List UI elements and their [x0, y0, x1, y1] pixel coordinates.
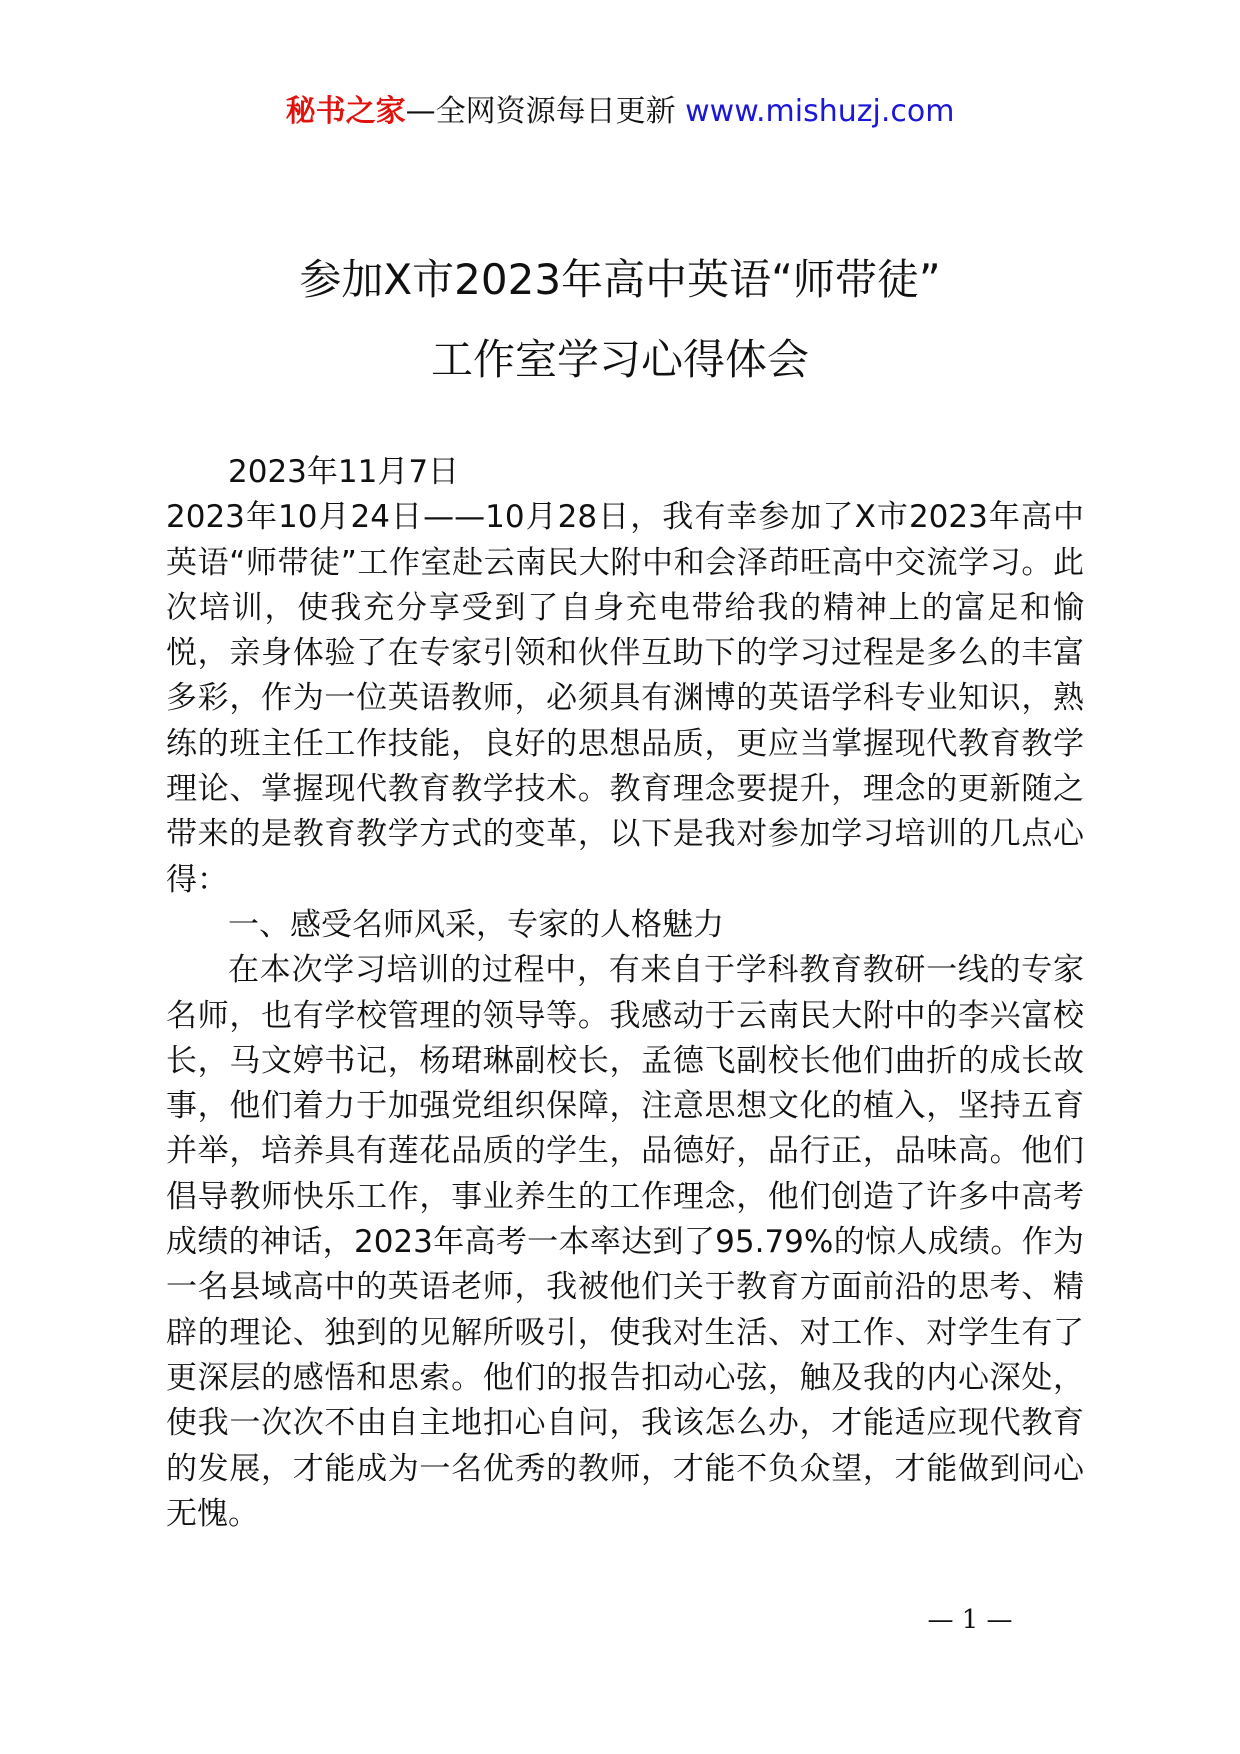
header-banner: [0, 92, 1240, 132]
brand-name: 秘书之家: [285, 94, 406, 129]
document-title: [0, 240, 1240, 400]
section-paragraph-1: 在本次学习培训的过程中，有来自于学科教育教研一线的专家名师，也有学校管理的领导等。我感动于云南民大附中的李兴富校长，马文婷书记，杨珺琳副校长，孟德飞副校长他们曲折的成长故事，他们着力于加强党组织保障，注意思想文化的植入，坚持五育并举，培养具有莲花品质的学生，品德好，品行正，品味高。他们倡导教师快乐工作，事业养生的工作理念，他们创造了许多中高考成绩的神话，2023年高考一本率达到了95.79%的惊人成绩。作为一名县域高中的英语老师，我被他们关于教育方面前沿的思考、精辟的理论、独到的见解所吸引，使我对生活、对工作、对学生有了更深层的感悟和思索。他们的报告扣动心弦，触及我的内心深处，使我一次次不由自主地扣心自问，我该怎么办，才能适应现代教育的发展，才能成为一名优秀的教师，才能不负众望，才能做到问心无愧。: [166, 952, 1084, 1532]
title-line-2: 工作室学习心得体会: [430, 335, 809, 384]
document-date: 2023年11月7日: [228, 454, 460, 490]
document-body: [166, 450, 1084, 1537]
section-heading-1: 一、感受名师风采，专家的人格魅力: [228, 906, 724, 943]
intro-paragraph: 2023年10月24日——10月28日，我有幸参加了X市2023年高中英语“师带徒”工作室赴云南民大附中和会泽茚旺高中交流学习。此次培训，使我充分享受到了自身充电带给我的精神上的富足和愉悦，亲身体验了在专家引领和伙伴互助下的学习过程是多么的丰富多彩，作为一位英语教师，必须具有渊博的英语学科专业知识，熟练的班主任工作技能，良好的思想品质，更应当掌握现代教育教学理论、掌握现代教育教学技术。教育理念要提升，理念的更新随之带来的是教育教学方式的变革，以下是我对参加学习培训的几点心得：: [166, 499, 1084, 898]
page-number: — 1 —: [927, 1605, 1013, 1635]
site-url-link[interactable]: www.mishuzj.com: [685, 94, 955, 129]
title-line-1: 参加X市2023年高中英语“师带徒”: [299, 255, 941, 304]
header-tagline: —全网资源每日更新: [405, 94, 686, 129]
